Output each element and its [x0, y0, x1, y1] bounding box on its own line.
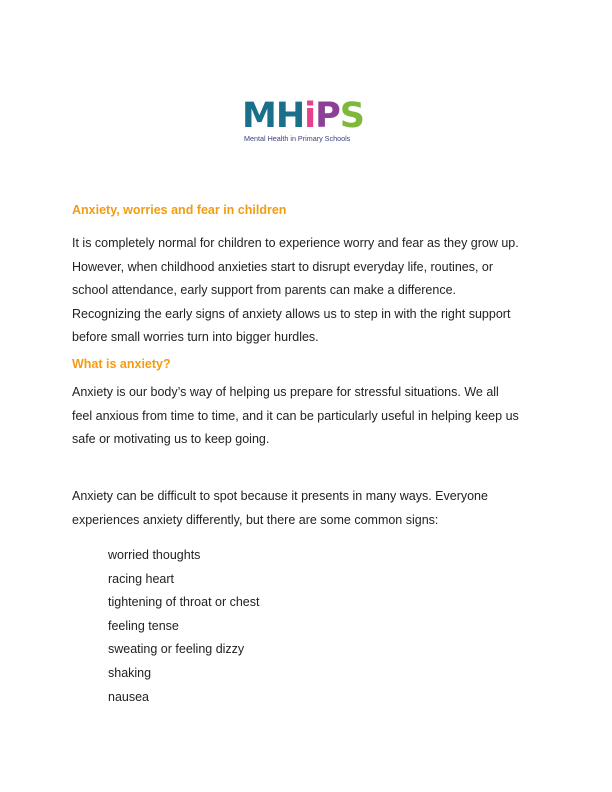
signs-intro-line: Anxiety can be difficult to spot because it presents in many ways. Everyone: [72, 489, 488, 503]
list-item: racing heart: [108, 571, 175, 586]
list-item: shaking: [108, 665, 152, 680]
intro-line: It is completely normal for children to experience worry and fear as they grow up.: [72, 236, 519, 250]
heading-anxiety-worries-fear: Anxiety, worries and fear in children: [72, 203, 287, 217]
intro-line: However, when childhood anxieties start to disrupt everyday life, routines, or: [72, 259, 494, 274]
definition-line: feel anxious from time to time, and it can be particularly useful in helping keep us: [72, 408, 519, 423]
intro-line: before small worries turn into bigger hurdles.: [72, 330, 319, 345]
intro-line: school attendance, early support from parents can make a difference.: [72, 283, 457, 298]
list-item: feeling tense: [108, 618, 179, 633]
intro-paragraph: [72, 232, 542, 350]
logo-letter-s: S: [339, 96, 365, 136]
logo-letter-i: i: [304, 96, 316, 136]
list-item: nausea: [108, 689, 150, 704]
logo-letter-h: H: [275, 96, 305, 136]
heading-what-is-anxiety: What is anxiety?: [72, 357, 171, 371]
list-item: worried thoughts: [108, 548, 201, 562]
signs-intro-line: experiences anxiety differently, but there are some common signs:: [72, 512, 439, 527]
definition-line: safe or motivating us to keep going.: [72, 432, 270, 447]
signs-list: [108, 544, 259, 709]
logo-tagline: Mental Health in Primary Schools: [244, 134, 351, 143]
logo-letter-m: M: [242, 96, 276, 136]
mhips-logo: [242, 98, 366, 146]
definition-paragraph: [72, 381, 542, 452]
intro-line: Recognizing the early signs of anxiety allows us to step in with the right support: [72, 306, 511, 321]
logo-wordmark: [242, 98, 364, 134]
signs-intro-paragraph: [72, 485, 542, 532]
list-item: sweating or feeling dizzy: [108, 642, 245, 657]
logo-letter-p: P: [315, 96, 340, 136]
list-item: tightening of throat or chest: [108, 595, 260, 610]
definition-line: Anxiety is our body’s way of helping us prepare for stressful situations. We all: [72, 385, 499, 399]
